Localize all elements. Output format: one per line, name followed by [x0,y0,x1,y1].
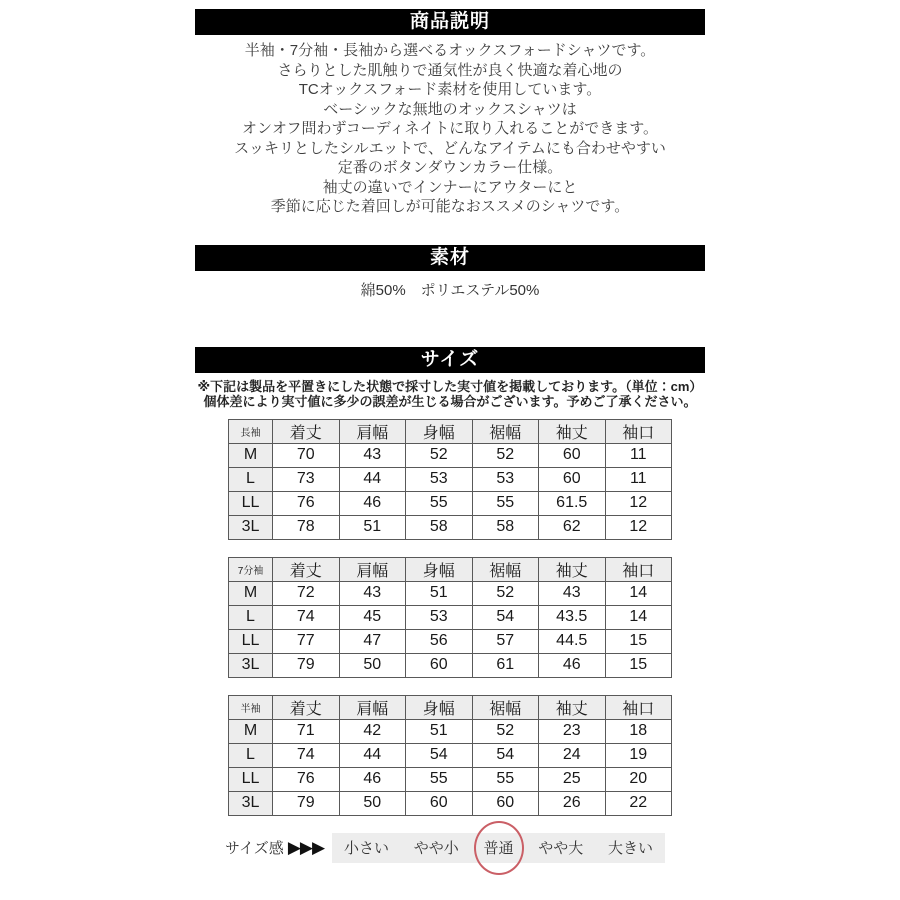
size-table-row [229,791,672,815]
measurement-cell: 60 [472,791,539,815]
material-text: 綿50% ポリエステル50% [360,281,540,299]
size-note-line: 個体差により実寸値に多少の誤差が生じる場合がございます。予めご了承ください。 [203,394,697,409]
measurement-cell: 45 [339,605,406,629]
row-size-label: M [229,443,273,467]
triple-arrow-icon: ▶▶▶ [287,837,325,857]
size-feel-option: 普通 [484,837,514,858]
row-size-label: LL [229,767,273,791]
size-feel-label: サイズ感 [225,840,284,857]
size-feel-option: やや大 [538,840,584,857]
row-size-label: 3L [229,515,273,539]
size-feel-option: 大きい [607,840,653,857]
section-header-material [195,245,705,271]
size-table-row [229,653,672,677]
measurement-cell: 74 [273,743,340,767]
measurement-cell: 20 [605,767,672,791]
section-title-description: 商品説明 [409,11,490,32]
measurement-cell: 74 [273,605,340,629]
row-size-label: M [229,719,273,743]
measurement-cell: 55 [406,491,473,515]
description-line: TCオックスフォード素材を使用しています。 [298,81,602,98]
measurement-cell: 54 [472,743,539,767]
measurement-cell: 71 [273,719,340,743]
measurement-cell: 50 [339,791,406,815]
column-header: 着丈 [273,419,340,443]
size-table-row [229,719,672,743]
row-size-label: L [229,743,273,767]
column-header: 肩幅 [339,695,406,719]
column-header: 袖口 [605,695,672,719]
measurement-cell: 54 [472,605,539,629]
description-line: 季節に応じた着回しが可能なおススメのシャツです。 [270,198,630,215]
size-table-three-quarter-sleeve [228,557,672,678]
measurement-cell: 55 [472,767,539,791]
table-corner-label: 長袖 [229,419,273,443]
column-header: 身幅 [406,695,473,719]
section-title-size: サイズ [420,348,480,370]
column-header: 裾幅 [472,695,539,719]
row-size-label: L [229,467,273,491]
measurement-cell: 60 [406,653,473,677]
column-header: 肩幅 [339,419,406,443]
measurement-cell: 12 [605,491,672,515]
measurement-cell: 72 [273,581,340,605]
measurement-cell: 46 [539,653,606,677]
description-line: オンオフ問わずコーディネイトに取り入れることができます。 [241,120,659,137]
measurement-cell: 58 [472,515,539,539]
size-feel-scale [332,833,665,863]
measurement-cell: 61.5 [539,491,606,515]
measurement-cell: 47 [339,629,406,653]
measurement-cell: 44.5 [539,629,606,653]
measurement-cell: 14 [605,605,672,629]
measurement-cell: 51 [406,581,473,605]
size-table-row [229,443,672,467]
column-header: 肩幅 [339,557,406,581]
measurement-cell: 23 [539,719,606,743]
column-header: 裾幅 [472,419,539,443]
measurement-cell: 43 [539,581,606,605]
measurement-cell: 11 [605,467,672,491]
column-header: 着丈 [273,695,340,719]
measurement-cell: 44 [339,743,406,767]
description-line: 定番のボタンダウンカラー仕様。 [337,159,563,176]
measurement-cell: 44 [339,467,406,491]
measurement-cell: 53 [472,467,539,491]
row-size-label: LL [229,629,273,653]
row-size-label: 3L [229,791,273,815]
measurement-cell: 76 [273,491,340,515]
measurement-cell: 15 [605,653,672,677]
measurement-cell: 26 [539,791,606,815]
size-table-row [229,491,672,515]
measurement-cell: 11 [605,443,672,467]
column-header: 着丈 [273,557,340,581]
column-header: 袖丈 [539,557,606,581]
description-line: さらりとした肌触りで通気性が良く快適な着心地の [277,61,623,79]
measurement-cell: 50 [339,653,406,677]
measurement-cell: 53 [406,605,473,629]
section-header-size [195,347,705,373]
measurement-cell: 51 [406,719,473,743]
size-table-long-sleeve [228,419,672,540]
row-size-label: 3L [229,653,273,677]
size-notes [0,379,900,410]
measurement-cell: 60 [539,467,606,491]
measurement-cell: 22 [605,791,672,815]
selected-circle-mark [474,821,524,875]
table-corner-label: 7分袖 [229,557,273,581]
description-line: スッキリとしたシルエットで、どんなアイテムにも合わせやすい [234,139,666,157]
measurement-cell: 46 [339,491,406,515]
size-feel-option: 小さい [344,840,390,857]
measurement-cell: 60 [406,791,473,815]
measurement-cell: 43.5 [539,605,606,629]
row-size-label: LL [229,491,273,515]
description-line: ベーシックな無地のオックスシャツは [323,100,577,118]
column-header: 袖口 [605,419,672,443]
measurement-cell: 77 [273,629,340,653]
measurement-cell: 43 [339,581,406,605]
size-table-row [229,767,672,791]
column-header: 袖丈 [539,695,606,719]
size-note-line: ※下記は製品を平置きにした状態で採寸した実寸値を掲載しております。（単位：cm） [197,378,703,394]
size-table-row [229,581,672,605]
size-feel-option: やや小 [413,840,459,857]
measurement-cell: 53 [406,467,473,491]
measurement-cell: 57 [472,629,539,653]
table-corner-label: 半袖 [229,695,273,719]
measurement-cell: 54 [406,743,473,767]
measurement-cell: 12 [605,515,672,539]
description-line: 半袖・7分袖・長袖から選べるオックスフォードシャツです。 [244,42,656,59]
product-description [0,41,900,217]
measurement-cell: 79 [273,653,340,677]
size-feel-row [225,833,675,863]
measurement-cell: 52 [472,719,539,743]
section-header-description [195,9,705,35]
section-title-material: 素材 [429,246,470,268]
measurement-cell: 61 [472,653,539,677]
measurement-cell: 52 [406,443,473,467]
measurement-cell: 76 [273,767,340,791]
measurement-cell: 15 [605,629,672,653]
measurement-cell: 55 [472,491,539,515]
measurement-cell: 55 [406,767,473,791]
measurement-cell: 14 [605,581,672,605]
size-table-header-row [229,695,672,719]
measurement-cell: 42 [339,719,406,743]
size-table-row [229,515,672,539]
size-table-row [229,467,672,491]
size-table-short-sleeve [228,695,672,816]
size-table-row [229,629,672,653]
description-line: 袖丈の違いでインナーにアウターにと [322,178,578,196]
measurement-cell: 73 [273,467,340,491]
measurement-cell: 25 [539,767,606,791]
column-header: 袖丈 [539,419,606,443]
measurement-cell: 58 [406,515,473,539]
size-table-header-row [229,419,672,443]
measurement-cell: 78 [273,515,340,539]
measurement-cell: 79 [273,791,340,815]
column-header: 身幅 [406,557,473,581]
column-header: 裾幅 [472,557,539,581]
size-table-header-row [229,557,672,581]
column-header: 袖口 [605,557,672,581]
measurement-cell: 56 [406,629,473,653]
measurement-cell: 52 [472,443,539,467]
measurement-cell: 18 [605,719,672,743]
column-header: 身幅 [406,419,473,443]
measurement-cell: 46 [339,767,406,791]
measurement-cell: 51 [339,515,406,539]
row-size-label: M [229,581,273,605]
measurement-cell: 70 [273,443,340,467]
size-table-row [229,743,672,767]
measurement-cell: 60 [539,443,606,467]
measurement-cell: 24 [539,743,606,767]
size-table-row [229,605,672,629]
row-size-label: L [229,605,273,629]
measurement-cell: 43 [339,443,406,467]
measurement-cell: 62 [539,515,606,539]
measurement-cell: 52 [472,581,539,605]
measurement-cell: 19 [605,743,672,767]
